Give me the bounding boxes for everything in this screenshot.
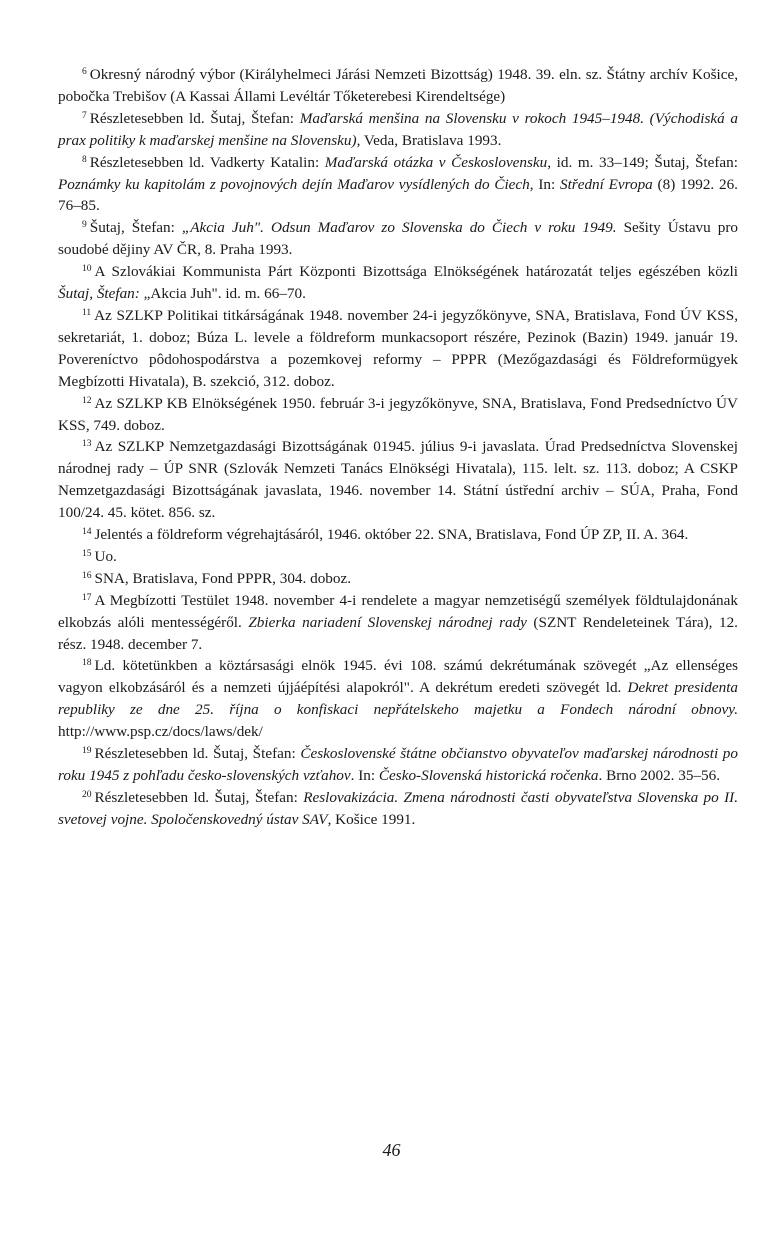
footnote-text: A Szlovákiai Kommunista Párt Központi Bizottsága Elnökségének határozatát teljes egészében közli [94,263,738,281]
footnote-number: 14 [82,527,92,538]
footnote-italic-text: Poznámky ku kapitolám z povojnových dejín Maďarov vysídlených do Čiech [58,175,530,193]
footnote-19 [58,743,738,787]
footnote-7 [58,108,738,152]
footnote-text: Az SZLKP Nemzetgazdasági Bizottságának 01945. július 9-i javaslata. Úrad Predsedníctva Slovenskej národnej rady – ÚP SNR (Szlovák Nemzeti Tanács Elnökségi Hivatala), 115. lelt. sz. 113. doboz; A CSKP Nemzetgazdasági Bizottságának javaslata, 1946. november 14. Státní ústřední archiv – SÚA, Praha, Fond 100/24. 45. kötet. 856. sz. [58,438,738,522]
footnote-italic-text: Střední Evropa [559,175,653,193]
footnote-number: 9 [82,220,87,231]
footnote-text: , Košice 1991. [327,810,416,828]
footnote-11 [58,305,738,393]
footnote-number: 16 [82,570,92,581]
page-number: 46 [382,1140,401,1160]
footnote-italic-text: Reslovakizácia. Zmena národnosti časti obyvateľstva Slovenska po II. svetovej vojne. Spoločenskovedný ústav SAV [58,788,739,828]
footnote-italic-text: Maďarská otázka v Československu [324,153,548,171]
footnote-text: http://www.psp.cz/docs/laws/dek/ [58,723,263,741]
footnote-number: 20 [82,789,92,800]
footnote-text: SNA, Bratislava, Fond PPPR, 304. doboz. [94,569,352,587]
footnote-text: Jelentés a földreform végrehajtásáról, 1946. október 22. SNA, Bratislava, Fond ÚP ZP, II. A. 364. [94,526,689,544]
footnote-text: Az SZLKP Politikai titkárságának 1948. november 24-i jegyzőkönyve, SNA, Bratislava, Fond ÚV KSS, sekretariát, 1. doboz; Búza L. levele a földreform munkacsoport részére, Pezinok (Bazin) 1949. január 19. Povereníctvo pôdohospodárstva a pozemkovej reformy – PPPR (Mezőgazdasági és Földreformügyek Megbízotti Hivatala), B. szekció, 312. doboz. [58,306,738,390]
footnote-text: , id. m. 33–149; Šutaj, Štefan: [547,153,738,171]
footnote-text: Részletesebben ld. Šutaj, Štefan: [94,788,304,806]
footnote-8 [58,152,738,218]
footnote-text: A Megbízotti Testület 1948. november 4-i rendelete a magyar nemzetiségű személyek földtulajdonának elkobzás alóli mentességéről. [58,591,738,631]
footnote-text: Sešity Ústavu pro soudobé dějiny AV ČR, 8. Praha 1993. [58,219,739,259]
footnote-number: 6 [82,67,87,77]
footnote-17 [58,590,738,656]
footnote-15 [58,546,738,568]
footnote-text: Részletesebben ld. Šutaj, Štefan: [89,109,300,127]
footnotes [58,64,738,831]
footnote-text: Részletesebben ld. Šutaj, Štefan: [94,745,301,763]
footnote-14 [58,524,738,546]
footnote-20 [58,787,738,831]
footnote-italic-text: Česko-Slovenská historická ročenka [378,767,599,784]
footnote-italic-text: Maďarská menšina na Slovensku v rokoch 1945–1948. (Východiská a prax politiky k maďarskej menšine na Slovensku) [58,109,738,149]
footnote-text: „Akcia Juh". id. m. 66–70. [139,285,306,303]
footnote-text: (8) 1992. 26. 76–85. [58,175,738,215]
footnote-italic-text: Dekret presidenta republiky ze dne 25. října o konfiskaci nepřátelskeho majetku a Fondech národní obnovy. [58,679,739,719]
footnote-text: Šutaj, Štefan: [89,219,182,237]
footnote-italic-text: „Akcia Juh". Odsun Maďarov zo Slovenska do Čiech v roku 1949. [181,219,617,237]
footnote-12 [58,393,738,437]
footnote-number: 11 [82,307,92,318]
footnote-italic-text: Československé štátne občianstvo obyvateľov maďarskej národnosti po roku 1945 z pohľadu česko-slovenských vzťahov [58,745,738,784]
footnote-number: 8 [82,154,87,165]
footnote-text: . Brno 2002. 35–56. [598,767,721,784]
footnote-text: Az SZLKP KB Elnökségének 1950. február 3-i jegyzőkönyve, SNA, Bratislava, Fond Predsedníctvo ÚV KSS, 749. doboz. [58,394,738,434]
footnote-number: 10 [82,264,92,275]
footnote-16 [58,568,738,590]
footnote-number: 19 [82,746,92,757]
footnote-text: , Veda, Bratislava 1993. [356,131,502,149]
footnote-9 [58,217,738,261]
footnote-number: 17 [82,592,92,603]
footnote-10 [58,261,738,305]
footnote-italic-text: Šutaj, Štefan: [58,285,140,303]
footnote-number: 12 [82,395,92,406]
footnote-number: 13 [82,439,92,450]
footnote-text: Okresný národný výbor (Királyhelmeci Járási Nemzeti Bizottság) 1948. 39. eln. sz. Štátny archív Košice, pobočka Trebišov (A Kassai Állami Levéltár Tőketerebesi Kirendeltsége) [58,66,738,105]
footnote-number: 18 [82,658,92,669]
footnote-13 [58,436,738,524]
footnote-text: Részletesebben ld. Vadkerty Katalin: [89,153,325,171]
footnote-text: (SZNT Rendeleteinek Tára), 12. rész. 1948. december 7. [58,613,738,653]
footnote-number: 15 [82,548,92,559]
footnote-italic-text: Zbierka nariadení Slovenskej národnej rady [248,613,527,631]
footnote-text: Ld. kötetünkben a köztársasági elnök 1945. évi 108. számú dekrétumának szövegét „Az ellenséges vagyon elkobzásáról és a nemzeti újjáépítési alapokról". A dekrétum eredeti szövegét ld. [58,657,738,697]
footnote-text: . In: [350,767,379,784]
footnote-number: 7 [82,110,87,121]
footnote-text: Uo. [94,547,117,565]
footnote-6 [58,64,738,108]
footnote-text: , In: [529,175,560,193]
footnote-18 [58,655,738,743]
